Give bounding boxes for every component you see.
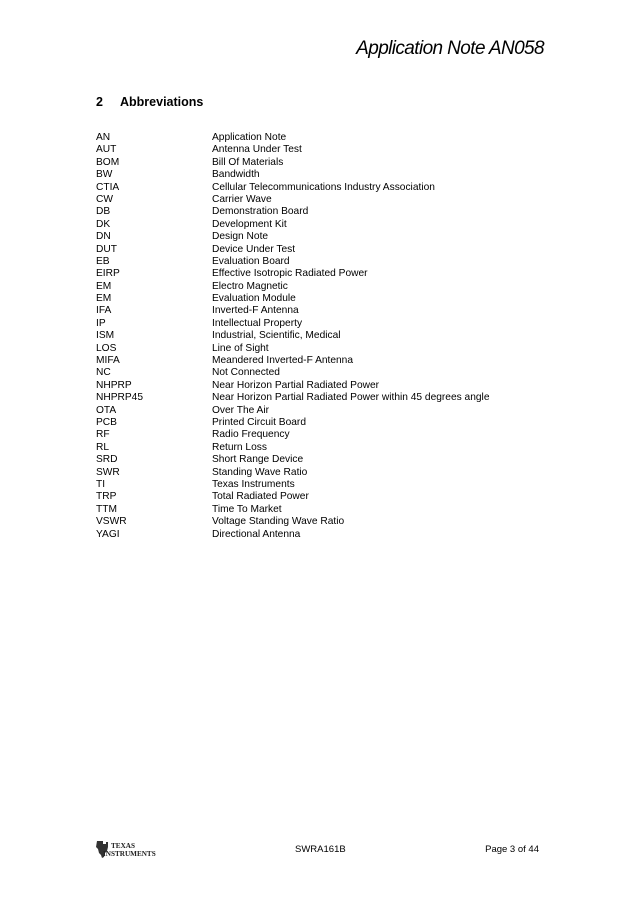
abbreviation-term: SWR	[96, 466, 120, 478]
abbreviation-definition: Effective Isotropic Radiated Power	[212, 268, 368, 280]
abbreviation-term: DN	[96, 231, 111, 243]
abbreviation-definition: Cellular Telecommunications Industry Association	[212, 181, 435, 193]
abbreviation-term: MIFA	[96, 355, 120, 367]
abbreviation-row	[96, 281, 556, 293]
abbreviation-definition: Bandwidth	[212, 169, 260, 181]
abbreviation-definition: Line of Sight	[212, 342, 269, 354]
abbreviation-row	[96, 467, 556, 479]
document-id: SWRA161B	[295, 844, 346, 855]
abbreviation-row	[96, 169, 556, 181]
page-number: Page 3 of 44	[485, 844, 539, 855]
abbreviation-definition: Return Loss	[212, 441, 267, 453]
abbreviation-row	[96, 429, 556, 441]
abbreviation-definition: Standing Wave Ratio	[212, 466, 308, 478]
abbreviation-term: PCB	[96, 416, 117, 428]
abbreviation-term: DB	[96, 206, 111, 218]
abbreviation-row	[96, 330, 556, 342]
abbreviation-row	[96, 343, 556, 355]
abbreviation-row	[96, 182, 556, 194]
abbreviation-definition: Printed Circuit Board	[212, 416, 306, 428]
abbreviation-definition: Antenna Under Test	[212, 144, 302, 156]
abbreviation-definition: Inverted-F Antenna	[212, 305, 299, 317]
abbreviation-term: NHPRP	[96, 379, 132, 391]
abbreviation-definition: Bill Of Materials	[212, 156, 284, 168]
abbreviation-row	[96, 231, 556, 243]
abbreviation-definition: Meandered Inverted-F Antenna	[212, 355, 354, 367]
abbreviation-row	[96, 244, 556, 256]
abbreviation-row	[96, 318, 556, 330]
abbreviation-definition: Voltage Standing Wave Ratio	[212, 516, 345, 528]
abbreviation-term: TTM	[96, 503, 117, 515]
abbreviation-row	[96, 157, 556, 169]
abbreviation-definition: Demonstration Board	[212, 206, 309, 218]
abbreviation-row	[96, 504, 556, 516]
abbreviation-definition: Total Radiated Power	[212, 491, 309, 503]
abbreviation-row	[96, 405, 556, 417]
abbreviation-term: TI	[96, 478, 106, 490]
abbreviation-definition: Application Note	[212, 132, 287, 143]
abbreviation-row	[96, 529, 556, 541]
texas-instruments-logo-icon	[94, 838, 156, 862]
abbreviation-term: IFA	[96, 305, 112, 317]
abbreviation-definition: Device Under Test	[212, 243, 296, 255]
abbreviation-definition: Over The Air	[212, 404, 269, 416]
abbreviation-term: DK	[96, 218, 111, 230]
abbreviation-row	[96, 256, 556, 268]
abbreviation-definition: Directional Antenna	[212, 528, 301, 540]
abbreviation-definition: Intellectual Property	[212, 317, 303, 329]
abbreviation-term: ISM	[96, 330, 115, 342]
abbreviation-term: TRP	[96, 491, 117, 503]
section-title: Abbreviations	[120, 95, 204, 109]
abbreviation-definition: Development Kit	[212, 218, 287, 230]
abbreviation-row	[96, 355, 556, 367]
abbreviation-row	[96, 305, 556, 317]
document-header-title: Application Note AN058	[356, 38, 544, 59]
abbreviation-term: NHPRP45	[96, 392, 143, 404]
abbreviation-row	[96, 144, 556, 156]
abbreviation-row	[96, 132, 556, 144]
abbreviation-term: BW	[96, 169, 113, 181]
abbreviation-definition: Carrier Wave	[212, 193, 272, 205]
abbreviation-definition: Evaluation Module	[212, 293, 296, 305]
abbreviation-term: SRD	[96, 454, 118, 466]
abbreviation-definition: Evaluation Board	[212, 255, 290, 267]
abbreviation-term: NC	[96, 367, 111, 379]
abbreviation-term: AUT	[96, 144, 117, 156]
abbreviation-row	[96, 442, 556, 454]
logo-text-line2: INSTRUMENTS	[103, 850, 156, 858]
abbreviation-term: CTIA	[96, 181, 120, 193]
abbreviation-term: LOS	[96, 342, 117, 354]
abbreviation-definition: Near Horizon Partial Radiated Power within 45 degrees angle	[212, 392, 490, 404]
abbreviations-list	[96, 132, 556, 541]
abbreviation-row	[96, 392, 556, 404]
abbreviation-row	[96, 479, 556, 491]
abbreviation-row	[96, 367, 556, 379]
abbreviation-definition: Industrial, Scientific, Medical	[212, 330, 341, 342]
abbreviation-term: RF	[96, 429, 110, 441]
abbreviation-row	[96, 516, 556, 528]
abbreviation-definition: Electro Magnetic	[212, 280, 288, 292]
abbreviation-definition: Radio Frequency	[212, 429, 290, 441]
section-number: 2	[96, 95, 103, 109]
abbreviation-row	[96, 206, 556, 218]
abbreviation-row	[96, 491, 556, 503]
abbreviation-term: BOM	[96, 156, 120, 168]
abbreviation-row	[96, 268, 556, 280]
abbreviation-definition: Short Range Device	[212, 454, 304, 466]
abbreviation-definition: Texas Instruments	[212, 478, 295, 490]
abbreviation-row	[96, 194, 556, 206]
abbreviation-term: RL	[96, 441, 110, 453]
abbreviation-row	[96, 454, 556, 466]
abbreviation-term: VSWR	[96, 516, 127, 528]
page-footer	[0, 838, 638, 862]
abbreviation-term: DUT	[96, 243, 117, 255]
abbreviation-term: AN	[96, 132, 111, 143]
abbreviation-row	[96, 219, 556, 231]
abbreviation-term: EM	[96, 280, 112, 292]
abbreviation-term: OTA	[96, 404, 117, 416]
abbreviation-term: IP	[96, 317, 106, 329]
abbreviation-row	[96, 417, 556, 429]
abbreviation-definition: Time To Market	[212, 503, 282, 515]
abbreviation-term: EIRP	[96, 268, 120, 280]
abbreviation-row	[96, 380, 556, 392]
abbreviation-row	[96, 293, 556, 305]
abbreviation-definition: Near Horizon Partial Radiated Power	[212, 379, 380, 391]
section-heading	[96, 95, 203, 109]
abbreviation-term: EB	[96, 255, 110, 267]
abbreviation-term: YAGI	[96, 528, 120, 540]
abbreviation-term: CW	[96, 193, 113, 205]
abbreviation-definition: Design Note	[212, 231, 269, 243]
abbreviation-term: EM	[96, 293, 112, 305]
logo-text-line1: TEXAS	[111, 842, 135, 850]
abbreviation-definition: Not Connected	[212, 367, 280, 379]
